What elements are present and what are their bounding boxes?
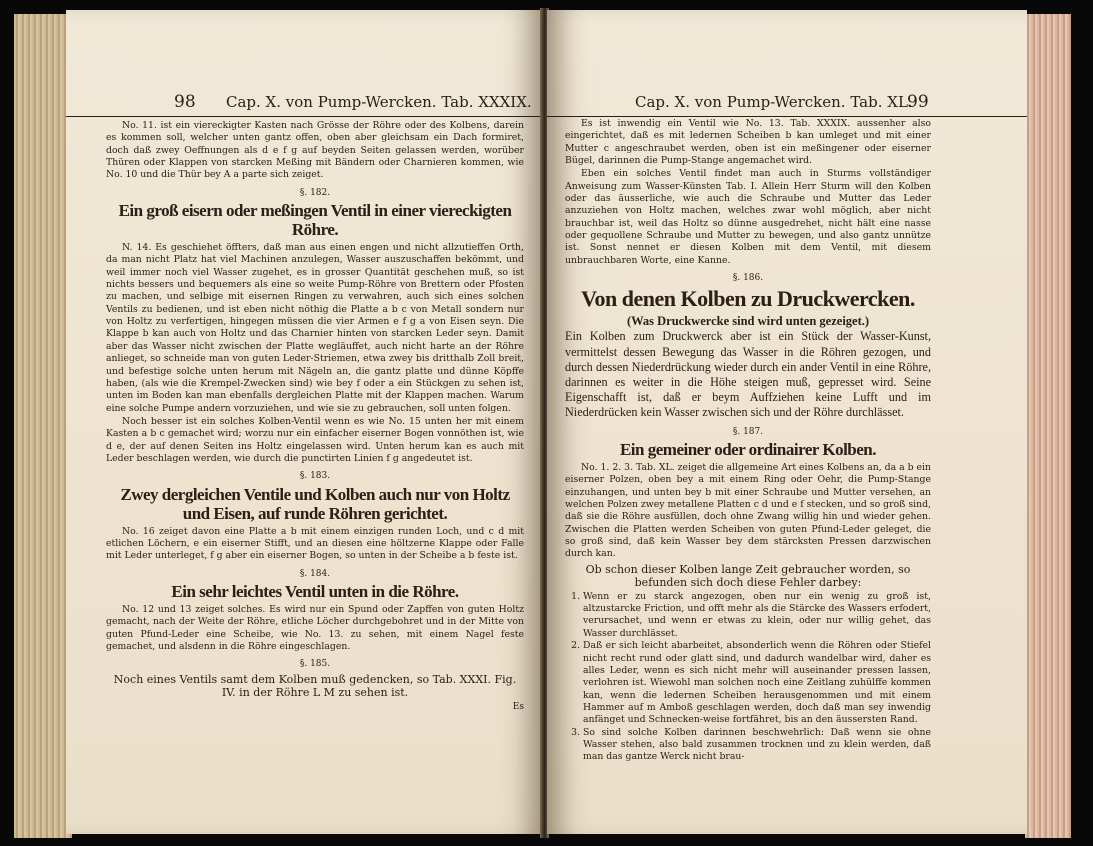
paragraph: N. 14. Es geschiehet öffters, daß man aus einen engen und nicht allzutieffen Orth, da man nicht Platz hat viel Machinen anzulegen, Wasser auszuschaffen bekömmt, und weil immer noch viel Wasser zugehet, es in grosser Quantität geschehen muß, so ist nichts bessers und bequemers als eine so weite Pump-Röhre von Brettern oder Pfosten zu machen, und selbige mit eisernen Ringen zu verwahren, auch sich eines solchen Ventils zu bedienen, und ist eben nicht nöthig die Platte a b c von Metall sondern nur von Holtz zu verfertigen, hingegen müssen die vier Armen e f g a von Eisen seyn. Die Klappe b kan auch von Holtz und das Charnier hinten von starcken Leder seyn. Damit aber das Wasser nicht zwischen der Platte wegläuffet, auch nicht harte an der Röhre anlieget, so schneide man von guten Leder-Striemen, etwa zwey bis dritthalb Zoll breit, und befestige solche unten herum mit Nägeln an, die gantz platte und dünne Köpffe haben, (als wie die Krempel-Zwecken sind) wie bey f oder a ein Stückgen zu sehen ist, unten im Boden kan man ebenfalls dergleichen Platte mit der Klappen machen. Warum eine solche Pumpe andern vorzuziehen, und wie sie zu gebrauchen, soll unten folgen. (106, 242, 524, 414)
section-subheading: (Was Druckwercke sind wird unten gezeiget.) (626, 314, 870, 329)
paragraph: Ob schon dieser Kolben lange Zeit gebraucher worden, so befunden sich doch diese Fehler darbey: (585, 562, 911, 589)
paragraph: Noch eines Ventils samt dem Kolben muß gedencken, so Tab. XXXI. Fig. IV. in der Röhre L M zu sehen ist. (113, 672, 517, 699)
section-heading: Von denen Kolben zu Druckwercken. (581, 286, 915, 312)
right-page-number: 99 (907, 92, 929, 112)
paragraph: No. 1. 2. 3. Tab. XL. zeiget die allgemeine Art eines Kolbens an, da a b ein eiserner Polzen, oben bey a mit einem Ring oder Oehr, die Pump-Stange einzuhangen, und unten bey b mit einer Schraube und Mutter versehen, an welchen Polzen zwey metallene Platten c d und e f stecken, und so groß sind, daß sie die Röhre ausfüllen, doch ohne Zwang willig hin und wieder gehen. Zwischen die Platten werden Scheiben von guten Pfund-Leder geleget, die so groß sind, daß kein Wasser bey dem stärcksten Pressen darzwischen durch kan. (565, 462, 931, 560)
section-heading: Ein sehr leichtes Ventil unten in die Röhre. (171, 581, 459, 601)
right-page-edges (1025, 14, 1071, 838)
section-heading: Zwey dergleichen Ventile und Kolben auch nur von Holtz und Eisen, auf runde Röhren gerichtet. (120, 484, 510, 523)
section-number: §. 186. (732, 273, 764, 284)
left-running-head (66, 92, 542, 117)
section-heading: Ein gemeiner oder ordinairer Kolben. (619, 440, 877, 460)
right-running-head (547, 92, 1027, 117)
paragraph: Es ist inwendig ein Ventil wie No. 13. Tab. XXXIX. aussenher also eingerichtet, daß es mit ledernen Scheiben b kan umleget und mit einer Mutter c angeschraubet werden, oben ist ein meßingener oder eiserner Bügel, darinnen die Pump-Stange angemachet wird. (565, 118, 931, 167)
section-heading: Ein groß eisern oder meßingen Ventil in einer viereckigten Röhre. (118, 201, 512, 240)
left-page (66, 10, 542, 834)
right-running-title: Cap. X. von Pump-Wercken. Tab. XL. (635, 93, 913, 111)
left-page-number: 98 (174, 92, 196, 112)
section-number: §. 187. (732, 426, 764, 437)
paragraph: No. 11. ist ein viereckigter Kasten nach Grösse der Röhre oder des Kolbens, darein es kommen soll, welcher unten gantz offen, oben aber gleichsam ein Dach formiret, doch daß zwey Oeffnungen als d e f g auf beyden Seiten gelassen werden, worüber Thüren oder Klappen von starcken Meßing mit Bändern oder Charnieren kommen, wie No. 10 und die Thür bey A a parte sich zeiget. (106, 120, 524, 181)
section-number: §. 184. (299, 568, 331, 579)
paragraph: No. 12 und 13 zeiget solches. Es wird nur ein Spund oder Zapffen von guten Holtz gemacht, nach der Weite der Röhre, etliche Löcher durchgebohret und in der Mitte von guten Pfund-Leder eine Scheibe, wie No. 13. zu sehen, mit einem Nagel feste gemachet, und alsdenn in die Röhre eingeschlagen. (106, 603, 524, 652)
section-number: §. 182. (299, 187, 331, 198)
paragraph: No. 16 zeiget davon eine Platte a b mit einem einzigen runden Loch, und c d mit etlichen Löchern, e ein eiserner Stifft, und an diesen eine höltzerne Klappe oder Falle mit Leder unterleget, f g aber ein eiserner Bogen, so unten in der Scheibe a b feste ist. (106, 525, 524, 562)
paragraph: Noch besser ist ein solches Kolben-Ventil wenn es wie No. 15 unten her mit einem Kasten a b c gemachet wird; worzu nur ein einfacher eiserner Bogen vonnöthen ist, wie d e, der auf denen Seiten ins Holtz eingelassen wird. Unten herum kan es auch mit Leder beschlagen werden, wie durch die punctirten Linien f g angedeutet ist. (106, 415, 524, 464)
defect-list (565, 591, 931, 764)
list-item: 3. So sind solche Kolben darinnen beschwehrlich: Daß wenn sie ohne Wasser stehen, also bald zusammen trocknen und zu klein werden, daß man das gantze Werck nicht brau- (583, 727, 931, 764)
left-page-body (106, 120, 524, 834)
section-number: §. 183. (299, 471, 331, 482)
paragraph: Eben ein solches Ventil findet man auch in Sturms vollständiger Anweisung zum Wasser-Künsten Tab. I. Allein Herr Sturm will den Kolben oder das äusserliche, wie auch die Schraube und Mutter das Leder anzuziehen von Holtz machen, welches zwar wohl möglich, aber nicht brauchbar ist, weil das Holtz so dünne ausgedrehet, nicht hält eine nasse oder gequollene Schraube und Mutter zu bewegen, und also gantz unnütze ist. Sonst nennet er diesen Kolben mit dem Ventil, mit diesem unbrauchbaren Worte, eine Kanne. (565, 168, 931, 266)
list-item: 2. Daß er sich leicht abarbeitet, absonderlich wenn die Röhren oder Stiefel nicht recht rund oder glatt sind, und dadurch wandelbar wird, daher es alles Leder, wenn es sich nicht mehr will auseinander pressen lassen, verlohren ist. Wiewohl man solchen noch eine Zeitlang zuhülffe kommen kan, wenn die ledernen Scheiben herausgenommen und mit einem Hammer auf m Amboß geschlagen werden, doch daß man sey inwendig anfänget und Schnecken-weise fortfähret, bis an den äussersten Rand. (583, 640, 931, 726)
list-item: 1. Wenn er zu starck angezogen, oben nur ein wenig zu groß ist, altzustarcke Friction, und offt mehr als die Stärcke des Wassers erfodert, verursachet, und wenn er etwas zu klein, oder nur willig gehet, das Wasser durchlässet. (583, 591, 931, 640)
section-number: §. 185. (299, 659, 331, 670)
catchword: Es (512, 701, 524, 712)
right-page (547, 10, 1027, 834)
left-page-edges (14, 14, 72, 838)
lead-paragraph: Ein Kolben zum Druckwerck aber ist ein Stück der Wasser-Kunst, vermittelst dessen Bewegung das Wasser in die Röhren gezogen, und durch dessen Niederdrückung wieder durch ein ander Ventil in eine Röhre, darinnen es weiter in die Höhe steigen muß, gepresset wird. Seine Eigenschafft ist, daß er beym Auffziehen keine Lufft und im Niederdrücken kein Wasser zwischen sich und der Röhre durchlässet. (565, 329, 931, 420)
left-running-title: Cap. X. von Pump-Wercken. Tab. XXXIX. (226, 93, 532, 111)
right-page-body (565, 118, 931, 834)
